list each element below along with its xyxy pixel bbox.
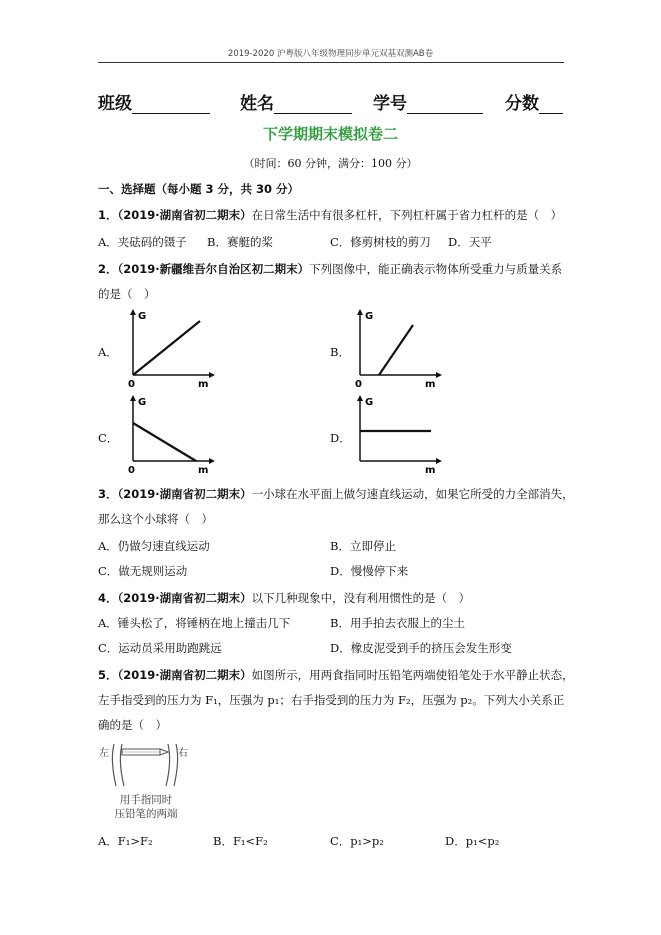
- q2-graph-b-origin: 0: [355, 379, 362, 387]
- q1-option-a: A．夹砝码的镊子: [98, 235, 187, 249]
- pencil-figure: [96, 740, 196, 788]
- q3-option-b: B．立即停止: [330, 539, 396, 553]
- name-field: [240, 89, 352, 114]
- q5-option-d: D．p₁<p₂: [445, 834, 500, 848]
- q3-source: 3．（2019·湖南省初二期末）: [98, 487, 252, 501]
- q2-graph-b-line: [379, 325, 413, 375]
- right-finger-icon: [174, 744, 178, 786]
- q2-graph-b: [345, 307, 445, 387]
- pencil-figure-right-label: 右: [178, 748, 188, 759]
- class-blank: [132, 97, 210, 114]
- q5-option-c: C．p₁>p₂: [330, 834, 384, 848]
- q2-graph-a-line: [133, 321, 200, 375]
- q4-option-d: D．橡皮泥受到手的挤压会发生形变: [330, 641, 512, 655]
- pencil-figure-left-label: 左: [99, 748, 109, 759]
- q2-graph-b-ylabel: G: [365, 311, 374, 322]
- class-field: [98, 89, 210, 114]
- score-field: [505, 89, 563, 114]
- q4-source: 4．（2019·湖南省初二期末）: [98, 591, 252, 605]
- section-heading: 一、选择题（每小题 3 分，共 30 分）: [98, 182, 300, 196]
- id-field: [373, 89, 483, 114]
- q4-stem: 以下几种现象中，没有利用惯性的是（ ）: [251, 591, 471, 605]
- q2-graph-d-ylabel: G: [365, 397, 374, 408]
- q2-option-a: A．: [98, 345, 118, 359]
- figure-caption-line2: 压铅笔的两端: [114, 808, 178, 820]
- q3-option-d: D．慢慢停下来: [330, 564, 409, 578]
- q5-option-a: A．F₁>F₂: [98, 834, 153, 848]
- q2-option-d: D．: [330, 431, 351, 445]
- q2-graph-d: [345, 393, 445, 473]
- q2-graph-c: [118, 393, 218, 473]
- q2-graph-a: [118, 307, 218, 387]
- q2-source: 2．（2019·新疆维吾尔自治区初二期末）: [98, 262, 310, 276]
- q3-option-a: A．仍做匀速直线运动: [98, 539, 210, 553]
- q2-graph-c-xlabel: m: [198, 465, 209, 473]
- q1-option-d: D．天平: [448, 235, 492, 249]
- q5-option-b: B．F₁<F₂: [213, 834, 268, 848]
- name-blank: [274, 97, 352, 114]
- q4-option-a: A．锤头松了，将锤柄在地上撞击几下: [98, 616, 291, 630]
- q5-stem-line1: 如图所示，用两食指同时压铅笔两端使铅笔处于水平静止状态，: [251, 668, 574, 682]
- q2-graph-b-xlabel: m: [425, 379, 436, 387]
- q1-source: 1．（2019·湖南省初二期末）: [98, 208, 252, 222]
- q5-stem-line2: 左手指受到的压力为 F₁，压强为 p₁；右手指受到的压力为 F₂，压强为 p₂。下列大小关系正: [98, 693, 565, 707]
- id-label: 学号: [373, 94, 407, 114]
- figure-caption-line1: 用手指同时: [119, 794, 173, 806]
- q2-option-b: B．: [330, 345, 350, 359]
- q2-graph-c-origin: 0: [128, 465, 135, 473]
- header-rule: [98, 62, 564, 63]
- question-5: [98, 667, 574, 683]
- name-label: 姓名: [240, 94, 274, 114]
- q2-graph-c-line: [133, 423, 196, 461]
- q2-graph-c-ylabel: G: [138, 397, 147, 408]
- q5-stem-line3: 确的是（ ）: [98, 718, 167, 732]
- score-label: 分数: [505, 94, 539, 114]
- q4-option-b: B．用手拍去衣服上的尘土: [330, 616, 465, 630]
- page-title: 下学期期末模拟卷二: [262, 125, 398, 143]
- q4-option-c: C．运动员采用助跑跳远: [98, 641, 222, 655]
- q3-stem-line1: 一小球在水平面上做匀速直线运动，如果它所受的力全部消失，: [251, 487, 574, 501]
- q2-option-c: C．: [98, 431, 119, 445]
- left-finger-icon: [112, 744, 116, 786]
- question-2: [98, 261, 562, 277]
- question-4: [98, 590, 470, 606]
- q1-option-b: B．赛艇的桨: [207, 235, 273, 249]
- q2-graph-a-ylabel: G: [138, 311, 147, 322]
- question-3: [98, 486, 574, 502]
- q5-source: 5．（2019·湖南省初二期末）: [98, 668, 252, 682]
- id-blank: [407, 97, 483, 114]
- q3-stem-line2: 那么这个小球将（ ）: [98, 512, 213, 526]
- q2-graph-a-origin: 0: [128, 379, 135, 387]
- class-label: 班级: [98, 94, 132, 114]
- q2-stem-line2: 的是（ ）: [98, 287, 156, 301]
- q1-stem: 在日常生活中有很多杠杆，下列杠杆属于省力杠杆的是（ ）: [251, 208, 563, 222]
- q2-stem-line1: 下列图像中，能正确表示物体所受重力与质量关系: [309, 262, 563, 276]
- score-blank: [539, 97, 563, 114]
- question-1: [98, 207, 562, 223]
- q3-option-c: C．做无规则运动: [98, 564, 188, 578]
- q2-graph-d-xlabel: m: [425, 465, 436, 473]
- q1-option-c: C．修剪树枝的剪刀: [330, 235, 431, 249]
- q2-graph-a-xlabel: m: [198, 379, 209, 387]
- running-header: 2019-2020 沪粤版八年级物理同步单元双基双测AB卷: [227, 49, 434, 59]
- page-subtitle: （时间：60 分钟，满分：100 分）: [243, 157, 418, 170]
